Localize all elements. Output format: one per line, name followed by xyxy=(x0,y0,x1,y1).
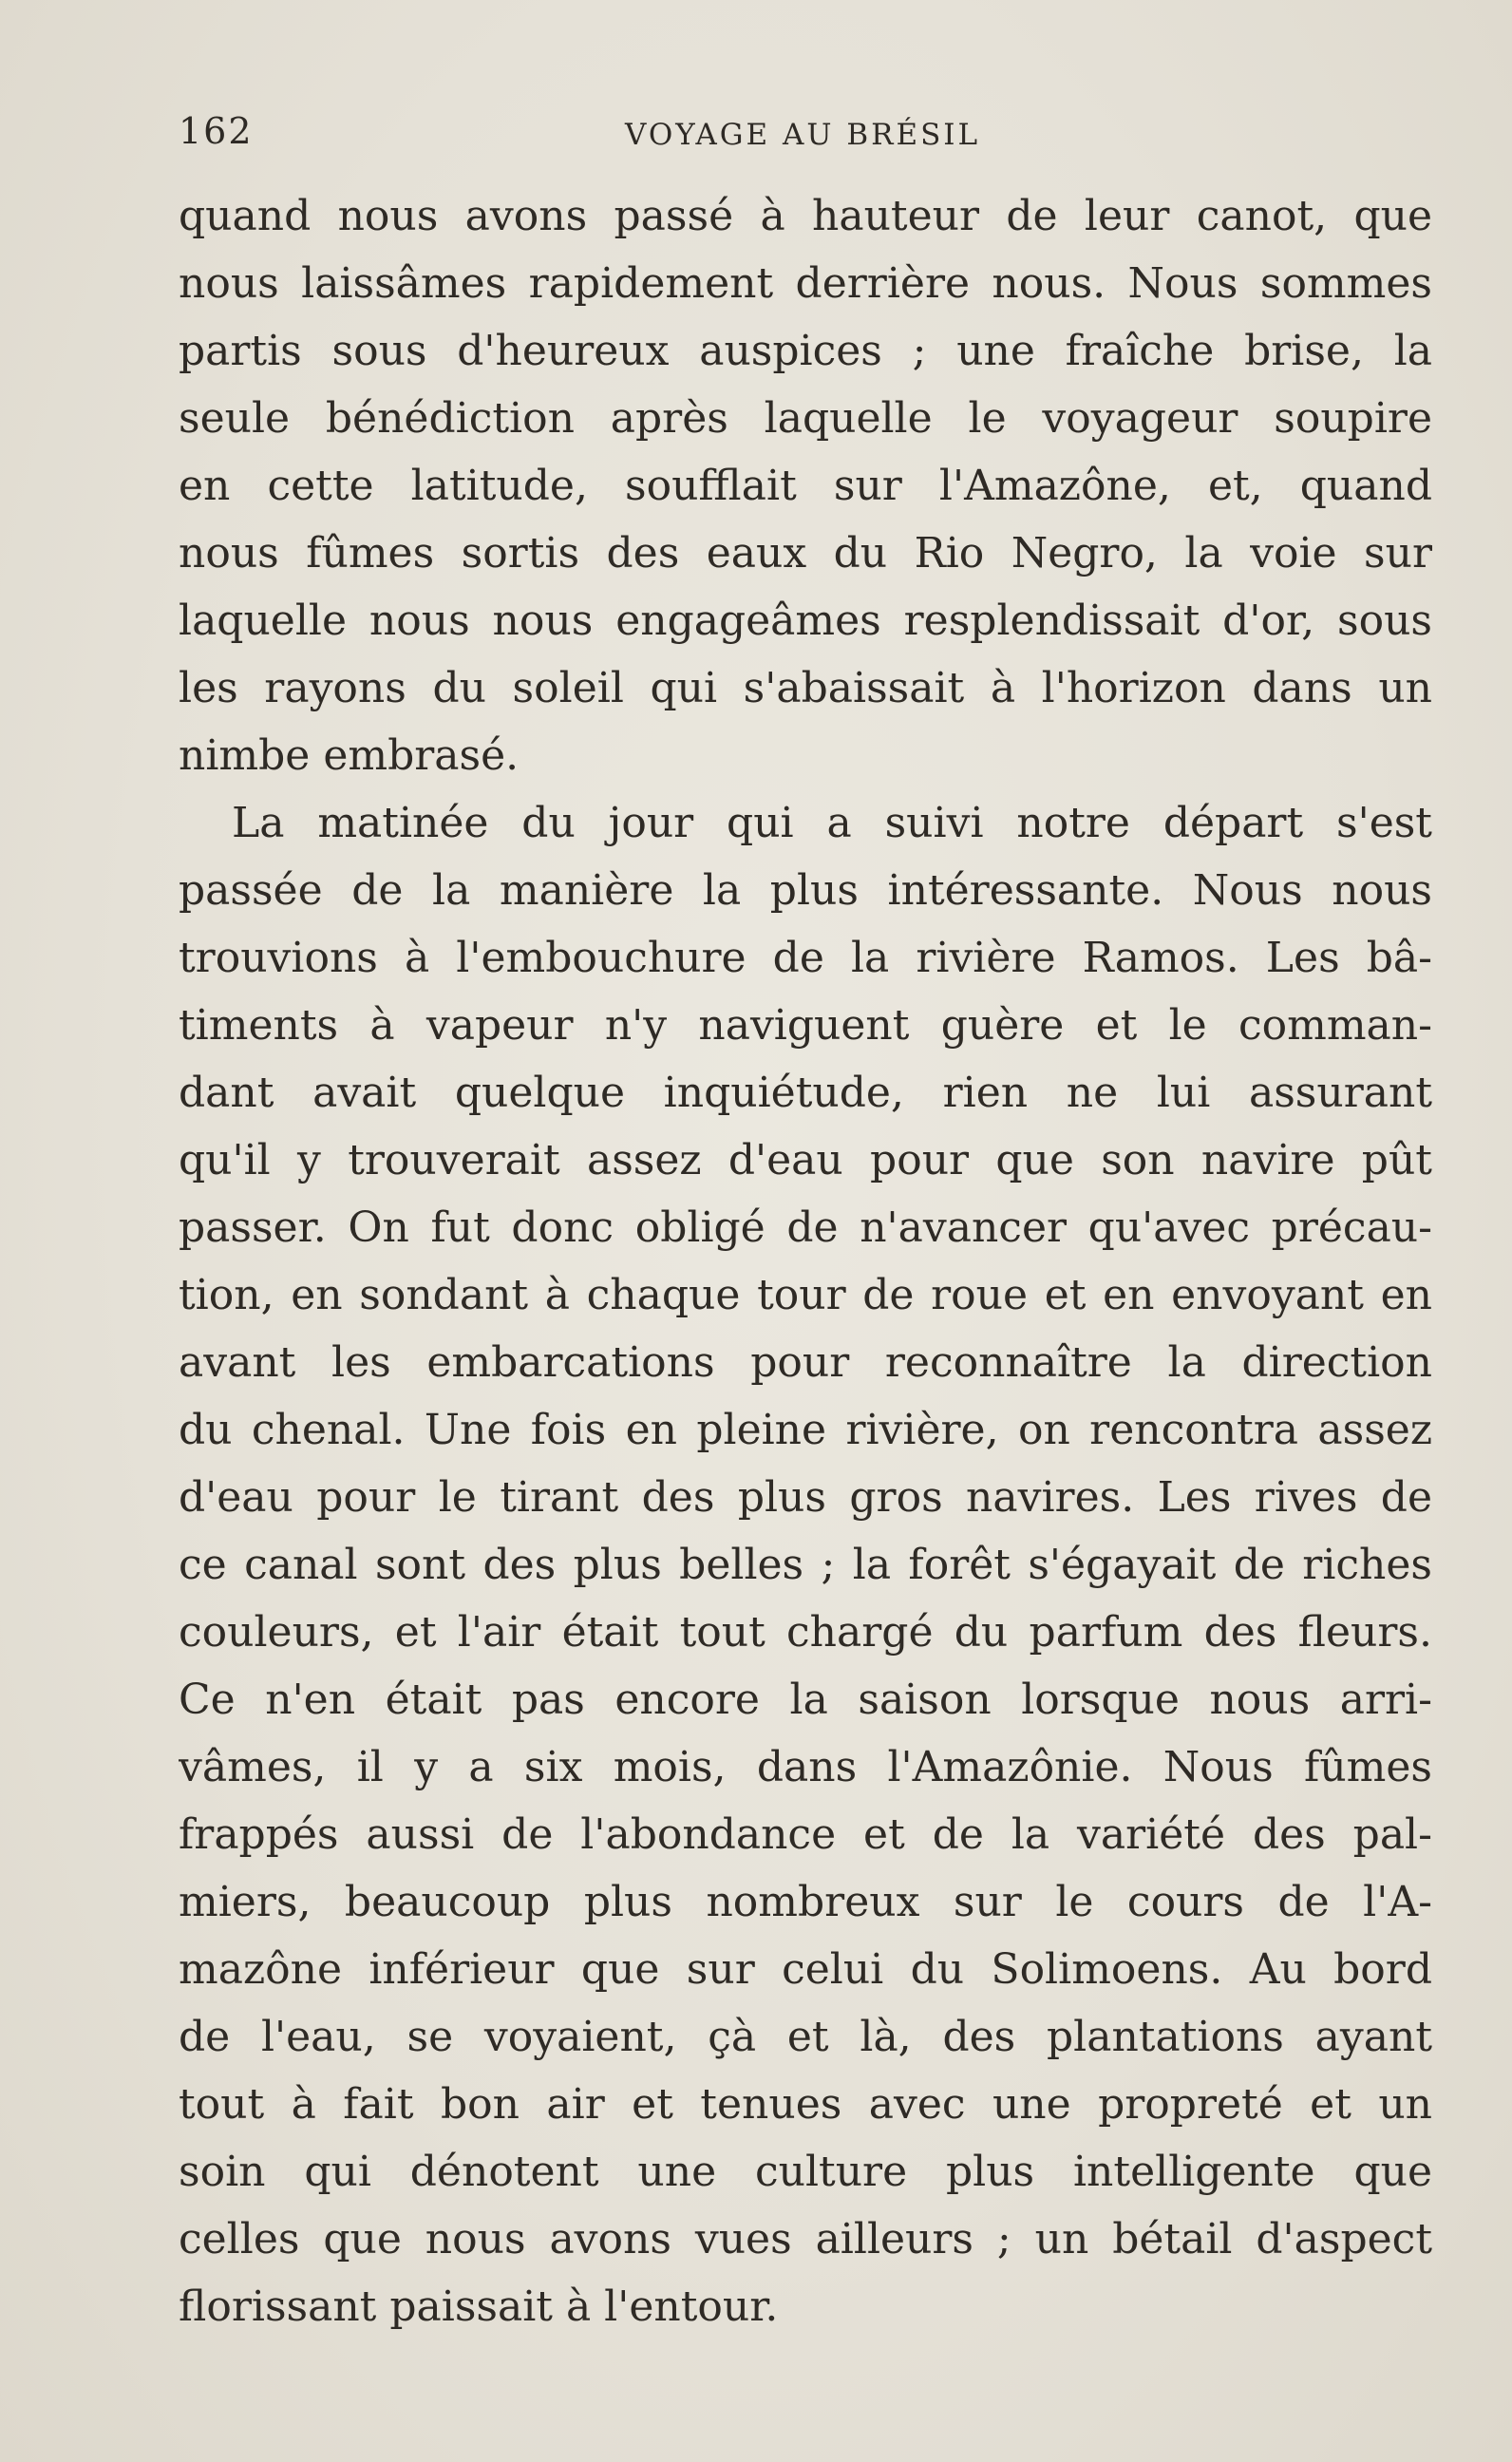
text-line: mazône inférieur que sur celui du Solimoens. Au bord xyxy=(179,1945,1432,1994)
text-line: ce canal sont des plus belles ; la forêt s'égayait de riches xyxy=(179,1541,1432,1589)
text-line: passer. On fut donc obligé de n'avancer qu'avec précau- xyxy=(179,1203,1432,1252)
text-line: dant avait quelque inquiétude, rien ne lui assurant xyxy=(179,1069,1432,1117)
paragraph-end-line: florissant paissait à l'entour. xyxy=(179,2282,779,2331)
text-line: Ce n'en était pas encore la saison lorsque nous arri- xyxy=(179,1676,1432,1724)
text-line: nous fûmes sortis des eaux du Rio Negro, la voie sur xyxy=(179,529,1432,578)
paragraph-start-line: La matinée du jour qui a suivi notre départ s'est xyxy=(232,799,1432,847)
paragraph-end-line: nimbe embrasé. xyxy=(179,731,520,780)
text-line: de l'eau, se voyaient, çà et là, des plantations ayant xyxy=(179,2013,1432,2061)
text-line: partis sous d'heureux auspices ; une fraîche brise, la xyxy=(179,327,1432,375)
text-line: qu'il y trouverait assez d'eau pour que son navire pût xyxy=(179,1136,1432,1184)
text-line: soin qui dénotent une culture plus intelligente que xyxy=(179,2148,1432,2196)
text-line: timents à vapeur n'y naviguent guère et le comman- xyxy=(179,1001,1432,1050)
text-line: quand nous avons passé à hauteur de leur canot, que xyxy=(179,192,1432,240)
text-line: vâmes, il y a six mois, dans l'Amazônie. Nous fûmes xyxy=(179,1743,1432,1791)
text-line: laquelle nous nous engageâmes resplendissait d'or, sous xyxy=(179,597,1432,645)
text-line: en cette latitude, soufflait sur l'Amazône, et, quand xyxy=(179,462,1432,510)
text-line: couleurs, et l'air était tout chargé du parfum des fleurs. xyxy=(179,1608,1432,1657)
page-number: 162 xyxy=(179,110,254,152)
text-line: nous laissâmes rapidement derrière nous. Nous sommes xyxy=(179,259,1432,308)
text-line: trouvions à l'embouchure de la rivière Ramos. Les bâ- xyxy=(179,934,1432,982)
text-line: celles que nous avons vues ailleurs ; un bétail d'aspect xyxy=(179,2215,1432,2263)
page-header xyxy=(179,104,1432,152)
body-text xyxy=(179,182,1432,2340)
text-line: les rayons du soleil qui s'abaissait à l'horizon dans un xyxy=(179,664,1432,712)
running-title: VOYAGE AU BRÉSIL xyxy=(625,118,981,152)
text-line: passée de la manière la plus intéressante. Nous nous xyxy=(179,866,1432,915)
text-line: avant les embarcations pour reconnaître la direction xyxy=(179,1338,1432,1387)
text-line: frappés aussi de l'abondance et de la variété des pal- xyxy=(179,1810,1432,1859)
text-line: tion, en sondant à chaque tour de roue et en envoyant en xyxy=(179,1271,1432,1319)
text-line: seule bénédiction après laquelle le voyageur soupire xyxy=(179,394,1432,443)
text-line: tout à fait bon air et tenues avec une propreté et un xyxy=(179,2080,1432,2129)
text-line: miers, beaucoup plus nombreux sur le cours de l'A- xyxy=(179,1878,1432,1926)
text-line: d'eau pour le tirant des plus gros navires. Les rives de xyxy=(179,1473,1432,1522)
text-line: du chenal. Une fois en pleine rivière, on rencontra assez xyxy=(179,1406,1432,1454)
